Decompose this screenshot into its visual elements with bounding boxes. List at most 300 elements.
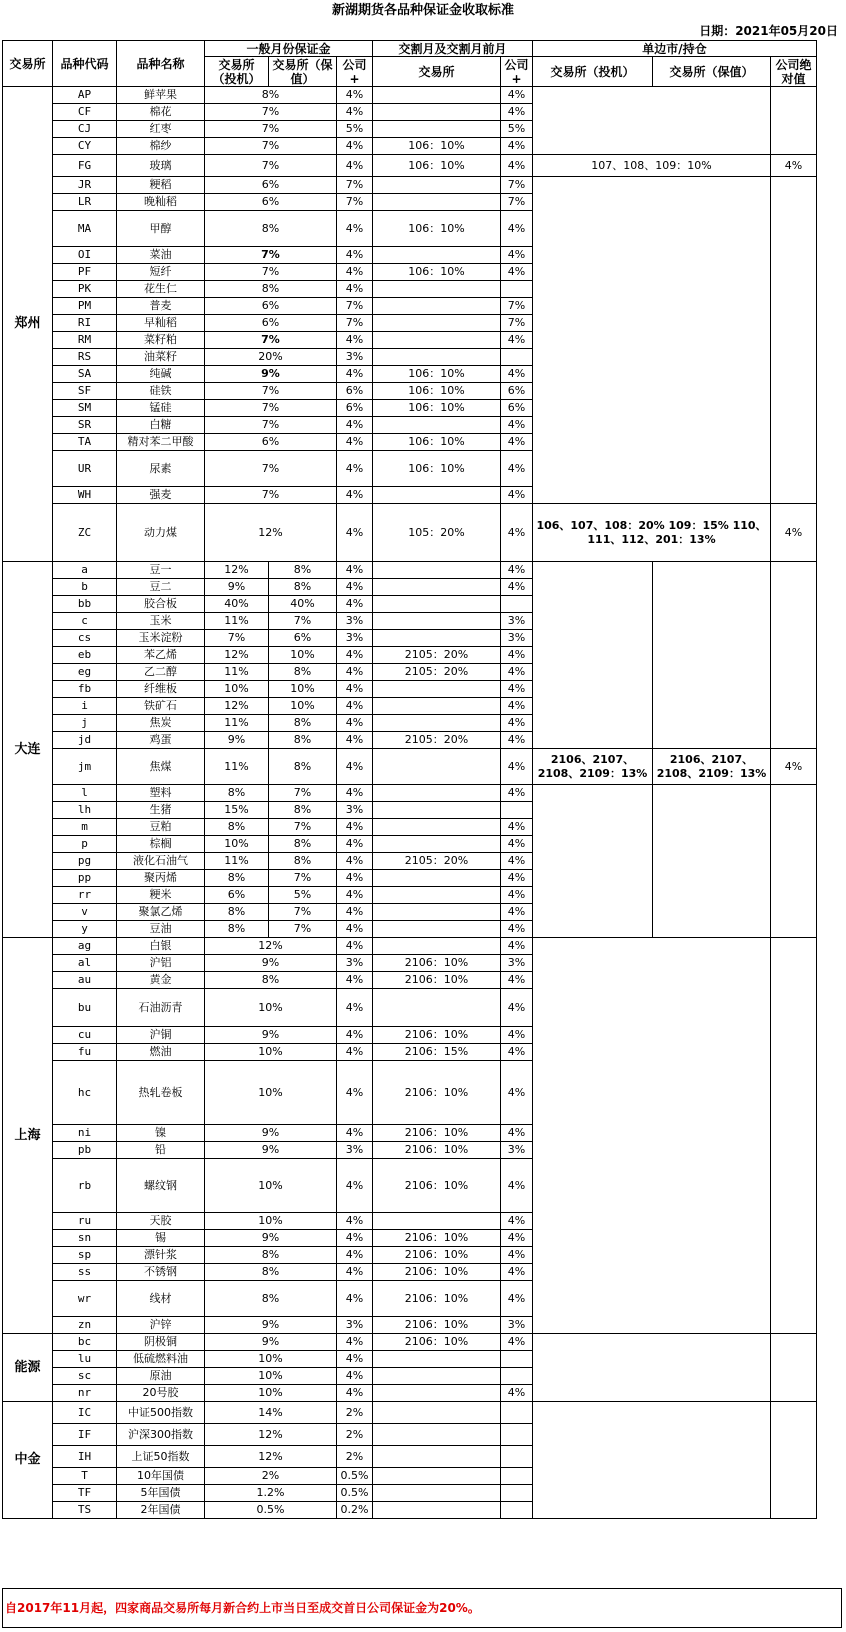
spec-cell: 6% [205, 887, 269, 904]
hedge-cell: 10% [269, 681, 337, 698]
code-cell: SA [53, 366, 117, 383]
delivery-plus-cell [501, 596, 533, 613]
spec-cell: 9% [205, 366, 337, 383]
delivery-plus-cell: 4% [501, 104, 533, 121]
uni-abs-cell [771, 785, 817, 938]
delivery-cell [373, 904, 501, 921]
header-ex-hedge: 交易所（保值） [269, 57, 337, 87]
code-cell: au [53, 972, 117, 989]
code-cell: al [53, 955, 117, 972]
code-cell: m [53, 819, 117, 836]
code-cell: a [53, 562, 117, 579]
uni-abs-cell [771, 177, 817, 504]
company-plus-cell: 4% [337, 487, 373, 504]
name-cell: 聚氯乙烯 [117, 904, 205, 921]
delivery-plus-cell [501, 1502, 533, 1519]
spec-cell: 6% [205, 434, 337, 451]
delivery-plus-cell: 4% [501, 972, 533, 989]
delivery-plus-cell: 6% [501, 400, 533, 417]
company-plus-cell: 4% [337, 904, 373, 921]
company-plus-cell: 4% [337, 698, 373, 715]
delivery-plus-cell: 4% [501, 664, 533, 681]
hedge-cell: 8% [269, 802, 337, 819]
name-cell: 燃油 [117, 1044, 205, 1061]
spec-cell: 7% [205, 383, 337, 400]
code-cell: v [53, 904, 117, 921]
name-cell: 生猪 [117, 802, 205, 819]
name-cell: 花生仁 [117, 281, 205, 298]
spec-cell: 10% [205, 1213, 337, 1230]
delivery-cell: 105：20% [373, 504, 501, 562]
spec-cell: 12% [205, 562, 269, 579]
spec-cell: 8% [205, 1247, 337, 1264]
delivery-cell: 2106：10% [373, 1230, 501, 1247]
delivery-plus-cell: 4% [501, 211, 533, 247]
name-cell: 原油 [117, 1368, 205, 1385]
delivery-plus-cell: 4% [501, 332, 533, 349]
code-cell: fb [53, 681, 117, 698]
company-plus-cell: 4% [337, 1264, 373, 1281]
delivery-cell [373, 1424, 501, 1446]
spec-cell: 8% [205, 819, 269, 836]
spec-cell: 12% [205, 1424, 337, 1446]
spec-cell: 14% [205, 1402, 337, 1424]
name-cell: 塑料 [117, 785, 205, 802]
delivery-cell [373, 281, 501, 298]
name-cell: 油菜籽 [117, 349, 205, 366]
delivery-cell: 2106：10% [373, 1317, 501, 1334]
delivery-cell [373, 177, 501, 194]
name-cell: 纯碱 [117, 366, 205, 383]
delivery-plus-cell: 7% [501, 315, 533, 332]
hedge-cell: 8% [269, 664, 337, 681]
name-cell: 晚籼稻 [117, 194, 205, 211]
name-cell: 螺纹钢 [117, 1159, 205, 1213]
name-cell: 棉花 [117, 104, 205, 121]
footnote: 自2017年11月起，四家商品交易所每月新合约上市当日至成交首日公司保证金为20%。 [2, 1588, 842, 1628]
spec-cell: 2% [205, 1468, 337, 1485]
company-plus-cell: 7% [337, 177, 373, 194]
name-cell: 玉米淀粉 [117, 630, 205, 647]
delivery-plus-cell [501, 1368, 533, 1385]
hedge-cell: 8% [269, 732, 337, 749]
delivery-cell: 2106：10% [373, 955, 501, 972]
delivery-plus-cell: 4% [501, 1281, 533, 1317]
spec-cell: 11% [205, 853, 269, 870]
hedge-cell: 40% [269, 596, 337, 613]
table-row [3, 785, 817, 802]
name-cell: 粳米 [117, 887, 205, 904]
company-plus-cell: 4% [337, 579, 373, 596]
spec-cell: 10% [205, 681, 269, 698]
code-cell: ss [53, 1264, 117, 1281]
spec-cell: 10% [205, 1159, 337, 1213]
name-cell: 沪铜 [117, 1027, 205, 1044]
spec-cell: 7% [205, 332, 337, 349]
company-plus-cell: 4% [337, 332, 373, 349]
code-cell: RI [53, 315, 117, 332]
table-row [3, 87, 817, 104]
uni-cell: 106、107、108：20% 109：15% 110、111、112、201：13% [533, 504, 771, 562]
delivery-plus-cell [501, 349, 533, 366]
delivery-cell: 106：10% [373, 451, 501, 487]
delivery-plus-cell: 4% [501, 264, 533, 281]
spec-cell: 9% [205, 1317, 337, 1334]
code-cell: ag [53, 938, 117, 955]
delivery-plus-cell: 4% [501, 1027, 533, 1044]
delivery-cell: 2105：20% [373, 732, 501, 749]
hedge-cell: 7% [269, 613, 337, 630]
delivery-plus-cell: 4% [501, 1061, 533, 1125]
company-plus-cell: 4% [337, 732, 373, 749]
company-plus-cell: 4% [337, 938, 373, 955]
company-plus-cell: 4% [337, 1281, 373, 1317]
name-cell: 白银 [117, 938, 205, 955]
delivery-plus-cell [501, 1402, 533, 1424]
code-cell: CY [53, 138, 117, 155]
delivery-cell [373, 681, 501, 698]
delivery-cell [373, 887, 501, 904]
delivery-cell [373, 630, 501, 647]
code-cell: sp [53, 1247, 117, 1264]
name-cell: 5年国债 [117, 1485, 205, 1502]
spec-cell: 0.5% [205, 1502, 337, 1519]
company-plus-cell: 4% [337, 247, 373, 264]
company-plus-cell: 2% [337, 1402, 373, 1424]
company-plus-cell: 3% [337, 802, 373, 819]
name-cell: 菜籽粕 [117, 332, 205, 349]
code-cell: bc [53, 1334, 117, 1351]
delivery-cell [373, 247, 501, 264]
uni-hedge-cell [653, 785, 771, 938]
spec-cell: 6% [205, 194, 337, 211]
uni-abs-cell [771, 938, 817, 1334]
code-cell: ru [53, 1213, 117, 1230]
delivery-cell [373, 1351, 501, 1368]
delivery-cell [373, 870, 501, 887]
delivery-cell [373, 1468, 501, 1485]
exchange-cell: 郑州 [3, 87, 53, 562]
name-cell: 尿素 [117, 451, 205, 487]
hedge-cell: 5% [269, 887, 337, 904]
delivery-plus-cell [501, 281, 533, 298]
spec-cell: 10% [205, 1385, 337, 1402]
exchange-cell: 中金 [3, 1402, 53, 1519]
delivery-cell [373, 332, 501, 349]
spec-cell: 8% [205, 1264, 337, 1281]
hedge-cell: 8% [269, 749, 337, 785]
uni-abs-cell [771, 87, 817, 155]
code-cell: rr [53, 887, 117, 904]
header-code: 品种代码 [53, 41, 117, 87]
delivery-plus-cell: 3% [501, 1142, 533, 1159]
spec-cell: 12% [205, 938, 337, 955]
delivery-cell [373, 1485, 501, 1502]
company-plus-cell: 4% [337, 647, 373, 664]
delivery-plus-cell: 4% [501, 155, 533, 177]
name-cell: 强麦 [117, 487, 205, 504]
name-cell: 镍 [117, 1125, 205, 1142]
delivery-cell: 106：10% [373, 155, 501, 177]
name-cell: 中证500指数 [117, 1402, 205, 1424]
uni-abs-cell: 4% [771, 504, 817, 562]
company-plus-cell: 4% [337, 836, 373, 853]
uni-spec-cell [533, 785, 653, 938]
delivery-plus-cell: 4% [501, 836, 533, 853]
company-plus-cell: 4% [337, 1385, 373, 1402]
delivery-cell [373, 715, 501, 732]
name-cell: 红枣 [117, 121, 205, 138]
delivery-plus-cell: 4% [501, 715, 533, 732]
code-cell: IF [53, 1424, 117, 1446]
name-cell: 菜油 [117, 247, 205, 264]
uni-cell [533, 1402, 771, 1519]
delivery-cell: 2106：15% [373, 1044, 501, 1061]
code-cell: rb [53, 1159, 117, 1213]
delivery-cell: 106：10% [373, 383, 501, 400]
spec-cell: 20% [205, 349, 337, 366]
spec-cell: 10% [205, 836, 269, 853]
name-cell: 沪铝 [117, 955, 205, 972]
spec-cell: 7% [205, 121, 337, 138]
delivery-cell: 2105：20% [373, 647, 501, 664]
company-plus-cell: 5% [337, 121, 373, 138]
spec-cell: 11% [205, 664, 269, 681]
name-cell: 豆油 [117, 921, 205, 938]
name-cell: 黄金 [117, 972, 205, 989]
delivery-cell [373, 1368, 501, 1385]
delivery-cell [373, 1446, 501, 1468]
spec-cell: 10% [205, 1368, 337, 1385]
hedge-cell: 8% [269, 715, 337, 732]
delivery-cell [373, 802, 501, 819]
spec-cell: 7% [205, 264, 337, 281]
company-plus-cell: 3% [337, 1317, 373, 1334]
code-cell: p [53, 836, 117, 853]
code-cell: wr [53, 1281, 117, 1317]
company-plus-cell: 0.5% [337, 1485, 373, 1502]
spec-cell: 12% [205, 647, 269, 664]
delivery-plus-cell: 4% [501, 732, 533, 749]
name-cell: 精对苯二甲酸 [117, 434, 205, 451]
spec-cell: 12% [205, 504, 337, 562]
spec-cell: 9% [205, 1334, 337, 1351]
uni-cell [533, 177, 771, 504]
code-cell: lh [53, 802, 117, 819]
company-plus-cell: 4% [337, 664, 373, 681]
company-plus-cell: 3% [337, 349, 373, 366]
uni-cell [533, 1334, 771, 1402]
table-row [3, 562, 817, 579]
name-cell: 动力煤 [117, 504, 205, 562]
name-cell: 天胶 [117, 1213, 205, 1230]
company-plus-cell: 4% [337, 1027, 373, 1044]
delivery-cell [373, 87, 501, 104]
table-row [3, 1402, 817, 1424]
exchange-cell: 上海 [3, 938, 53, 1334]
name-cell: 不锈钢 [117, 1264, 205, 1281]
company-plus-cell: 3% [337, 613, 373, 630]
spec-cell: 10% [205, 1351, 337, 1368]
delivery-plus-cell: 3% [501, 613, 533, 630]
code-cell: WH [53, 487, 117, 504]
code-cell: MA [53, 211, 117, 247]
name-cell: 聚丙烯 [117, 870, 205, 887]
uni-abs-cell [771, 1334, 817, 1402]
delivery-cell: 106：10% [373, 434, 501, 451]
uni-abs-cell [771, 1402, 817, 1519]
delivery-plus-cell: 3% [501, 955, 533, 972]
delivery-cell [373, 194, 501, 211]
delivery-plus-cell: 4% [501, 504, 533, 562]
delivery-plus-cell: 4% [501, 785, 533, 802]
delivery-plus-cell: 6% [501, 383, 533, 400]
delivery-plus-cell: 5% [501, 121, 533, 138]
delivery-cell: 2106：10% [373, 1264, 501, 1281]
header-ex-spec: 交易所（投机） [205, 57, 269, 87]
name-cell: 棕榈 [117, 836, 205, 853]
name-cell: 苯乙烯 [117, 647, 205, 664]
delivery-plus-cell: 4% [501, 870, 533, 887]
delivery-plus-cell: 4% [501, 138, 533, 155]
company-plus-cell: 4% [337, 562, 373, 579]
company-plus-cell: 4% [337, 1061, 373, 1125]
delivery-cell: 106：10% [373, 138, 501, 155]
delivery-cell: 106：10% [373, 400, 501, 417]
delivery-plus-cell: 4% [501, 1044, 533, 1061]
code-cell: JR [53, 177, 117, 194]
hedge-cell: 7% [269, 785, 337, 802]
margin-table-body [3, 87, 817, 1519]
spec-cell: 12% [205, 1446, 337, 1468]
company-plus-cell: 4% [337, 596, 373, 613]
table-row [3, 1334, 817, 1351]
name-cell: 焦煤 [117, 749, 205, 785]
spec-cell: 7% [205, 104, 337, 121]
company-plus-cell: 4% [337, 1334, 373, 1351]
delivery-cell: 2106：10% [373, 1061, 501, 1125]
header-unilateral: 单边市/持仓 [533, 41, 817, 57]
delivery-plus-cell [501, 1351, 533, 1368]
spec-cell: 6% [205, 315, 337, 332]
code-cell: ZC [53, 504, 117, 562]
company-plus-cell: 4% [337, 1159, 373, 1213]
company-plus-cell: 4% [337, 138, 373, 155]
uni-cell [533, 87, 771, 155]
company-plus-cell: 4% [337, 681, 373, 698]
spec-cell: 6% [205, 177, 337, 194]
table-row [3, 749, 817, 785]
name-cell: 阴极铜 [117, 1334, 205, 1351]
header-company-abs: 公司绝对值 [771, 57, 817, 87]
delivery-plus-cell: 4% [501, 451, 533, 487]
table-row [3, 938, 817, 955]
company-plus-cell: 4% [337, 972, 373, 989]
name-cell: 石油沥青 [117, 989, 205, 1027]
company-plus-cell: 0.5% [337, 1468, 373, 1485]
name-cell: 玻璃 [117, 155, 205, 177]
company-plus-cell: 4% [337, 785, 373, 802]
code-cell: b [53, 579, 117, 596]
spec-cell: 8% [205, 1281, 337, 1317]
delivery-cell: 2106：10% [373, 1142, 501, 1159]
name-cell: 液化石油气 [117, 853, 205, 870]
delivery-cell [373, 315, 501, 332]
header-uni-ex-hedge: 交易所（保值） [653, 57, 771, 87]
delivery-plus-cell [501, 802, 533, 819]
delivery-plus-cell: 4% [501, 1125, 533, 1142]
company-plus-cell: 4% [337, 211, 373, 247]
company-plus-cell: 4% [337, 921, 373, 938]
code-cell: y [53, 921, 117, 938]
spec-cell: 15% [205, 802, 269, 819]
name-cell: 焦炭 [117, 715, 205, 732]
code-cell: SM [53, 400, 117, 417]
spec-cell: 9% [205, 955, 337, 972]
margin-table [2, 40, 817, 1519]
name-cell: 沪深300指数 [117, 1424, 205, 1446]
delivery-plus-cell: 4% [501, 904, 533, 921]
company-plus-cell: 3% [337, 1142, 373, 1159]
delivery-cell [373, 836, 501, 853]
delivery-plus-cell: 4% [501, 887, 533, 904]
company-plus-cell: 4% [337, 887, 373, 904]
code-cell: j [53, 715, 117, 732]
table-row [3, 155, 817, 177]
code-cell: PM [53, 298, 117, 315]
company-plus-cell: 2% [337, 1446, 373, 1468]
hedge-cell: 7% [269, 870, 337, 887]
delivery-plus-cell: 7% [501, 194, 533, 211]
company-plus-cell: 7% [337, 298, 373, 315]
uni-cell [533, 938, 771, 1334]
company-plus-cell: 4% [337, 819, 373, 836]
company-plus-cell: 4% [337, 504, 373, 562]
delivery-plus-cell: 3% [501, 1317, 533, 1334]
delivery-plus-cell: 4% [501, 819, 533, 836]
company-plus-cell: 4% [337, 1125, 373, 1142]
code-cell: RS [53, 349, 117, 366]
spec-cell: 1.2% [205, 1485, 337, 1502]
delivery-plus-cell: 4% [501, 487, 533, 504]
code-cell: TA [53, 434, 117, 451]
company-plus-cell: 3% [337, 955, 373, 972]
delivery-plus-cell: 4% [501, 647, 533, 664]
name-cell: 甲醇 [117, 211, 205, 247]
delivery-cell [373, 121, 501, 138]
delivery-cell [373, 1213, 501, 1230]
code-cell: PK [53, 281, 117, 298]
hedge-cell: 8% [269, 562, 337, 579]
company-plus-cell: 6% [337, 383, 373, 400]
spec-cell: 10% [205, 989, 337, 1027]
code-cell: IC [53, 1402, 117, 1424]
spec-cell: 8% [205, 211, 337, 247]
name-cell: 豆粕 [117, 819, 205, 836]
delivery-plus-cell: 4% [501, 1247, 533, 1264]
code-cell: bu [53, 989, 117, 1027]
delivery-cell [373, 596, 501, 613]
delivery-cell: 2106：10% [373, 1281, 501, 1317]
uni-abs-cell: 4% [771, 155, 817, 177]
delivery-plus-cell: 4% [501, 366, 533, 383]
spec-cell: 9% [205, 1027, 337, 1044]
delivery-cell [373, 417, 501, 434]
spec-cell: 7% [205, 247, 337, 264]
uni-spec-cell: 2106、2107、2108、2109：13% [533, 749, 653, 785]
exchange-cell: 能源 [3, 1334, 53, 1402]
delivery-cell [373, 349, 501, 366]
